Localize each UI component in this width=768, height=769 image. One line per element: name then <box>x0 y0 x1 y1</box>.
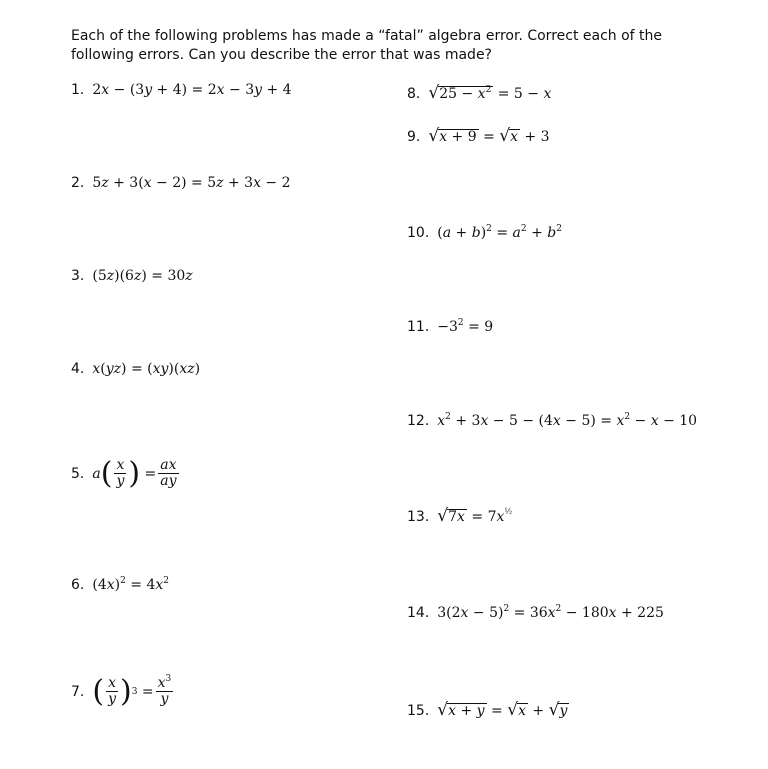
problem-10 <box>407 225 562 241</box>
equation: √ 7x = $7x^{\frac{1}{2}}$ <box>437 506 513 526</box>
equation: √ $25 - x^2$ = 5 − x <box>428 83 552 103</box>
equation: ( $\frac{x}{y}$ ) 3 = $\frac{x^3}{y}$ <box>92 673 172 709</box>
problem-6 <box>71 577 169 593</box>
problem-number: 15. <box>407 702 430 719</box>
problem-5 <box>71 455 181 491</box>
problem-2 <box>71 175 291 191</box>
instructions-text: Each of the following problems has made a “fatal” algebra error. Correct each of the following errors. Can you describe the error that was made? <box>71 28 663 63</box>
equation: 2x − (3y + 4) = 2x − 3y + 4 <box>92 82 292 98</box>
problem-number: 9. <box>407 128 421 145</box>
problem-3 <box>71 268 193 284</box>
problem-number: 13. <box>407 508 430 525</box>
problem-1 <box>71 82 292 98</box>
equation: √ x + y = √ x + √ y <box>437 700 568 720</box>
problem-number: 14. <box>407 605 430 621</box>
problem-number: 6. <box>71 577 85 593</box>
problem-15 <box>407 702 569 719</box>
equation: $(4x)^2 = 4x^2$ <box>92 576 170 593</box>
equation: √ x + 9 = √ x + 3 <box>428 126 550 146</box>
problem-4 <box>71 361 200 377</box>
equation: $x^2 + 3x - 5 - (4x - 5) = x^2 - x - 10$ <box>437 412 698 429</box>
problem-14 <box>407 605 664 621</box>
equation: $3(2x - 5)^2 = 36x^2 - 180x + 225$ <box>437 604 664 621</box>
problem-number: 5. <box>71 465 85 482</box>
equation: 5z + 3(x − 2) = 5z + 3x − 2 <box>92 175 291 191</box>
problem-number: 12. <box>407 413 430 429</box>
equation: $(a + b)^2 = a^2 + b^2$ <box>437 224 562 241</box>
equation: x(yz) = (xy)(xz) <box>92 361 201 377</box>
problem-13 <box>407 508 512 525</box>
problem-12 <box>407 413 697 429</box>
equation: (5z)(6z) = 30z <box>92 268 193 284</box>
problem-number: 1. <box>71 82 85 98</box>
problem-number: 10. <box>407 225 430 241</box>
problem-11 <box>407 319 493 335</box>
problem-number: 8. <box>407 85 421 102</box>
problem-number: 7. <box>71 683 85 700</box>
problem-number: 2. <box>71 175 85 191</box>
problem-number: 11. <box>407 319 430 335</box>
equation: a ( $\frac{x}{y}$ ) = $\frac{ax}{ay}$ <box>92 455 177 491</box>
problem-8 <box>407 85 551 102</box>
equation: $-3^2 = 9$ <box>437 318 494 335</box>
problem-number: 4. <box>71 361 85 377</box>
problem-number: 3. <box>71 268 85 284</box>
problem-7 <box>71 673 175 709</box>
problem-9 <box>407 128 550 145</box>
